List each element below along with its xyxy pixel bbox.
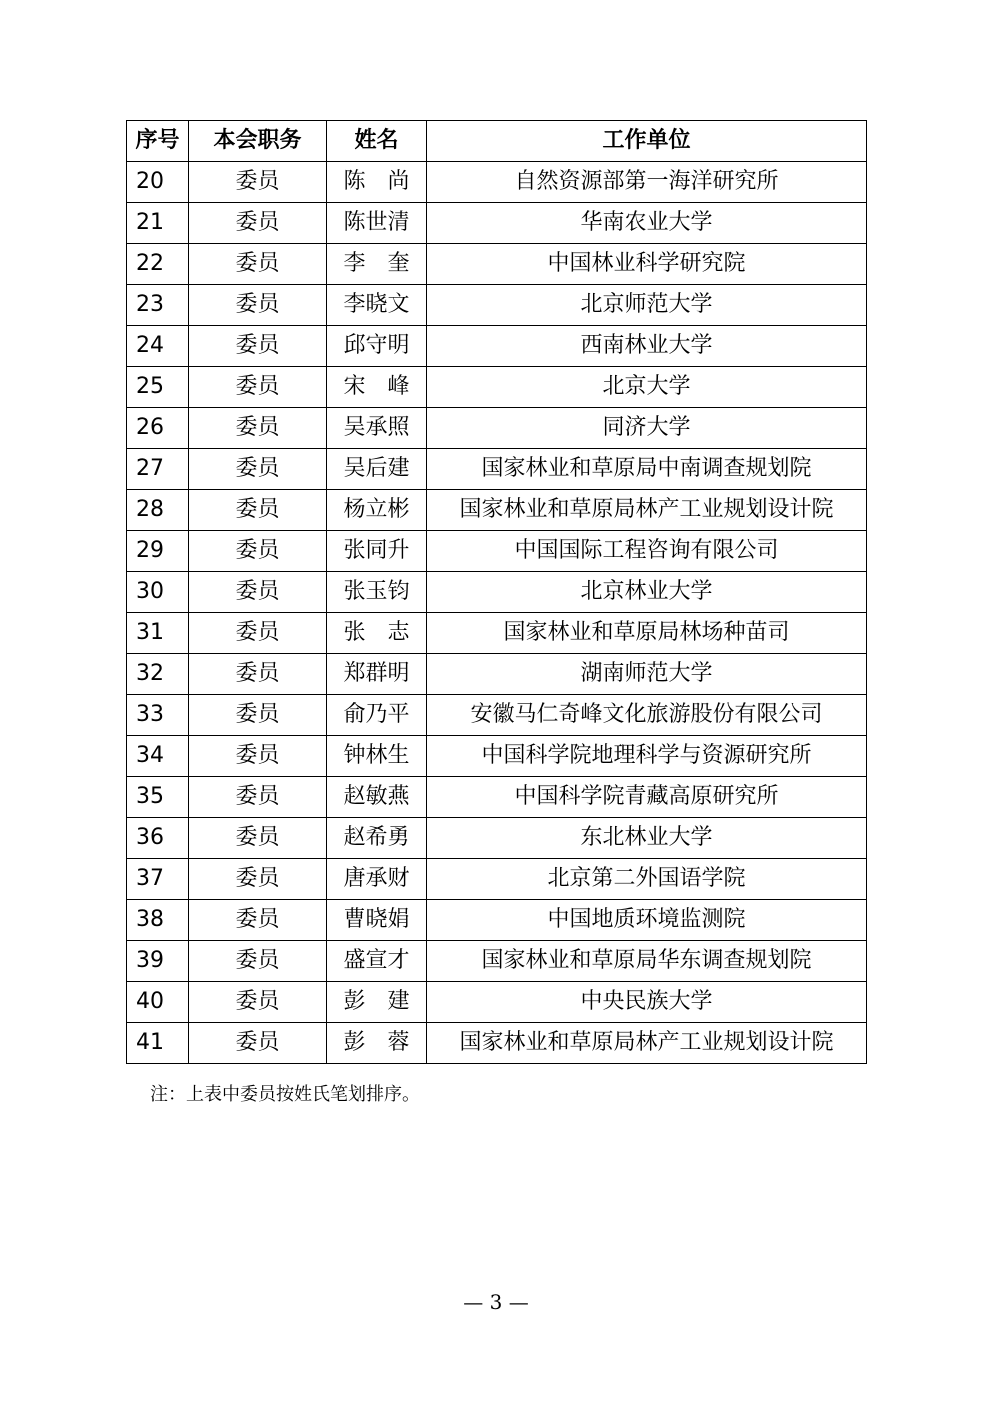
cell-index: 31 <box>127 613 189 654</box>
cell-organization: 中国国际工程咨询有限公司 <box>427 531 867 572</box>
cell-position: 委员 <box>189 613 327 654</box>
cell-organization: 北京林业大学 <box>427 572 867 613</box>
header-position: 本会职务 <box>189 121 327 162</box>
cell-organization: 国家林业和草原局林场种苗司 <box>427 613 867 654</box>
cell-index: 22 <box>127 244 189 285</box>
members-table <box>126 120 867 1064</box>
cell-position: 委员 <box>189 326 327 367</box>
cell-organization: 国家林业和草原局中南调查规划院 <box>427 449 867 490</box>
table-row <box>127 900 867 941</box>
cell-index: 37 <box>127 859 189 900</box>
cell-name: 陈 尚 <box>327 162 427 203</box>
cell-organization: 中国科学院青藏高原研究所 <box>427 777 867 818</box>
cell-name: 李 奎 <box>327 244 427 285</box>
cell-organization: 北京第二外国语学院 <box>427 859 867 900</box>
table-row <box>127 818 867 859</box>
cell-index: 35 <box>127 777 189 818</box>
table-row <box>127 572 867 613</box>
cell-position: 委员 <box>189 859 327 900</box>
cell-name: 郑群明 <box>327 654 427 695</box>
cell-position: 委员 <box>189 736 327 777</box>
table-row <box>127 367 867 408</box>
cell-index: 25 <box>127 367 189 408</box>
table-row <box>127 982 867 1023</box>
table-row <box>127 654 867 695</box>
cell-name: 赵敏燕 <box>327 777 427 818</box>
cell-organization: 同济大学 <box>427 408 867 449</box>
cell-name: 钟林生 <box>327 736 427 777</box>
cell-name: 张 志 <box>327 613 427 654</box>
header-name: 姓名 <box>327 121 427 162</box>
cell-organization: 湖南师范大学 <box>427 654 867 695</box>
cell-name: 俞乃平 <box>327 695 427 736</box>
cell-organization: 中国科学院地理科学与资源研究所 <box>427 736 867 777</box>
cell-position: 委员 <box>189 285 327 326</box>
cell-position: 委员 <box>189 941 327 982</box>
cell-position: 委员 <box>189 490 327 531</box>
cell-index: 23 <box>127 285 189 326</box>
cell-name: 赵希勇 <box>327 818 427 859</box>
cell-index: 20 <box>127 162 189 203</box>
cell-position: 委员 <box>189 695 327 736</box>
cell-name: 杨立彬 <box>327 490 427 531</box>
cell-organization: 国家林业和草原局林产工业规划设计院 <box>427 490 867 531</box>
cell-organization: 北京大学 <box>427 367 867 408</box>
cell-index: 32 <box>127 654 189 695</box>
cell-index: 41 <box>127 1023 189 1064</box>
cell-position: 委员 <box>189 203 327 244</box>
page-number: — 3 — <box>463 1290 529 1314</box>
table-row <box>127 941 867 982</box>
cell-name: 盛宣才 <box>327 941 427 982</box>
table-row <box>127 244 867 285</box>
cell-index: 21 <box>127 203 189 244</box>
cell-index: 27 <box>127 449 189 490</box>
cell-position: 委员 <box>189 1023 327 1064</box>
cell-name: 张同升 <box>327 531 427 572</box>
table-row <box>127 736 867 777</box>
table-row <box>127 285 867 326</box>
cell-name: 曹晓娟 <box>327 900 427 941</box>
cell-position: 委员 <box>189 654 327 695</box>
cell-name: 张玉钧 <box>327 572 427 613</box>
table-row <box>127 449 867 490</box>
cell-index: 40 <box>127 982 189 1023</box>
cell-organization: 东北林业大学 <box>427 818 867 859</box>
cell-position: 委员 <box>189 777 327 818</box>
table-row <box>127 695 867 736</box>
cell-organization: 国家林业和草原局华东调查规划院 <box>427 941 867 982</box>
cell-index: 39 <box>127 941 189 982</box>
table-row <box>127 859 867 900</box>
header-organization: 工作单位 <box>427 121 867 162</box>
cell-position: 委员 <box>189 162 327 203</box>
table-row <box>127 162 867 203</box>
cell-index: 38 <box>127 900 189 941</box>
table-row <box>127 1023 867 1064</box>
cell-index: 30 <box>127 572 189 613</box>
cell-organization: 中央民族大学 <box>427 982 867 1023</box>
cell-position: 委员 <box>189 408 327 449</box>
cell-name: 吴承照 <box>327 408 427 449</box>
cell-position: 委员 <box>189 449 327 490</box>
cell-index: 29 <box>127 531 189 572</box>
cell-position: 委员 <box>189 531 327 572</box>
cell-organization: 北京师范大学 <box>427 285 867 326</box>
cell-position: 委员 <box>189 244 327 285</box>
cell-name: 彭 建 <box>327 982 427 1023</box>
cell-name: 陈世清 <box>327 203 427 244</box>
cell-position: 委员 <box>189 982 327 1023</box>
table-row <box>127 490 867 531</box>
cell-organization: 华南农业大学 <box>427 203 867 244</box>
cell-index: 36 <box>127 818 189 859</box>
table-row <box>127 326 867 367</box>
table-header-row <box>127 121 867 162</box>
cell-organization: 自然资源部第一海洋研究所 <box>427 162 867 203</box>
cell-name: 彭 蓉 <box>327 1023 427 1064</box>
cell-name: 宋 峰 <box>327 367 427 408</box>
table-row <box>127 613 867 654</box>
table-row <box>127 203 867 244</box>
cell-name: 邱守明 <box>327 326 427 367</box>
table-note: 注：上表中委员按姓氏笔划排序。 <box>150 1084 420 1105</box>
cell-index: 26 <box>127 408 189 449</box>
cell-position: 委员 <box>189 900 327 941</box>
cell-organization: 西南林业大学 <box>427 326 867 367</box>
cell-name: 李晓文 <box>327 285 427 326</box>
cell-organization: 国家林业和草原局林产工业规划设计院 <box>427 1023 867 1064</box>
table-row <box>127 777 867 818</box>
cell-position: 委员 <box>189 818 327 859</box>
cell-name: 吴后建 <box>327 449 427 490</box>
cell-index: 28 <box>127 490 189 531</box>
header-index: 序号 <box>127 121 189 162</box>
cell-position: 委员 <box>189 572 327 613</box>
cell-index: 24 <box>127 326 189 367</box>
cell-organization: 中国地质环境监测院 <box>427 900 867 941</box>
table-row <box>127 408 867 449</box>
cell-organization: 中国林业科学研究院 <box>427 244 867 285</box>
table-row <box>127 531 867 572</box>
cell-position: 委员 <box>189 367 327 408</box>
cell-index: 33 <box>127 695 189 736</box>
cell-index: 34 <box>127 736 189 777</box>
cell-organization: 安徽马仁奇峰文化旅游股份有限公司 <box>427 695 867 736</box>
cell-name: 唐承财 <box>327 859 427 900</box>
